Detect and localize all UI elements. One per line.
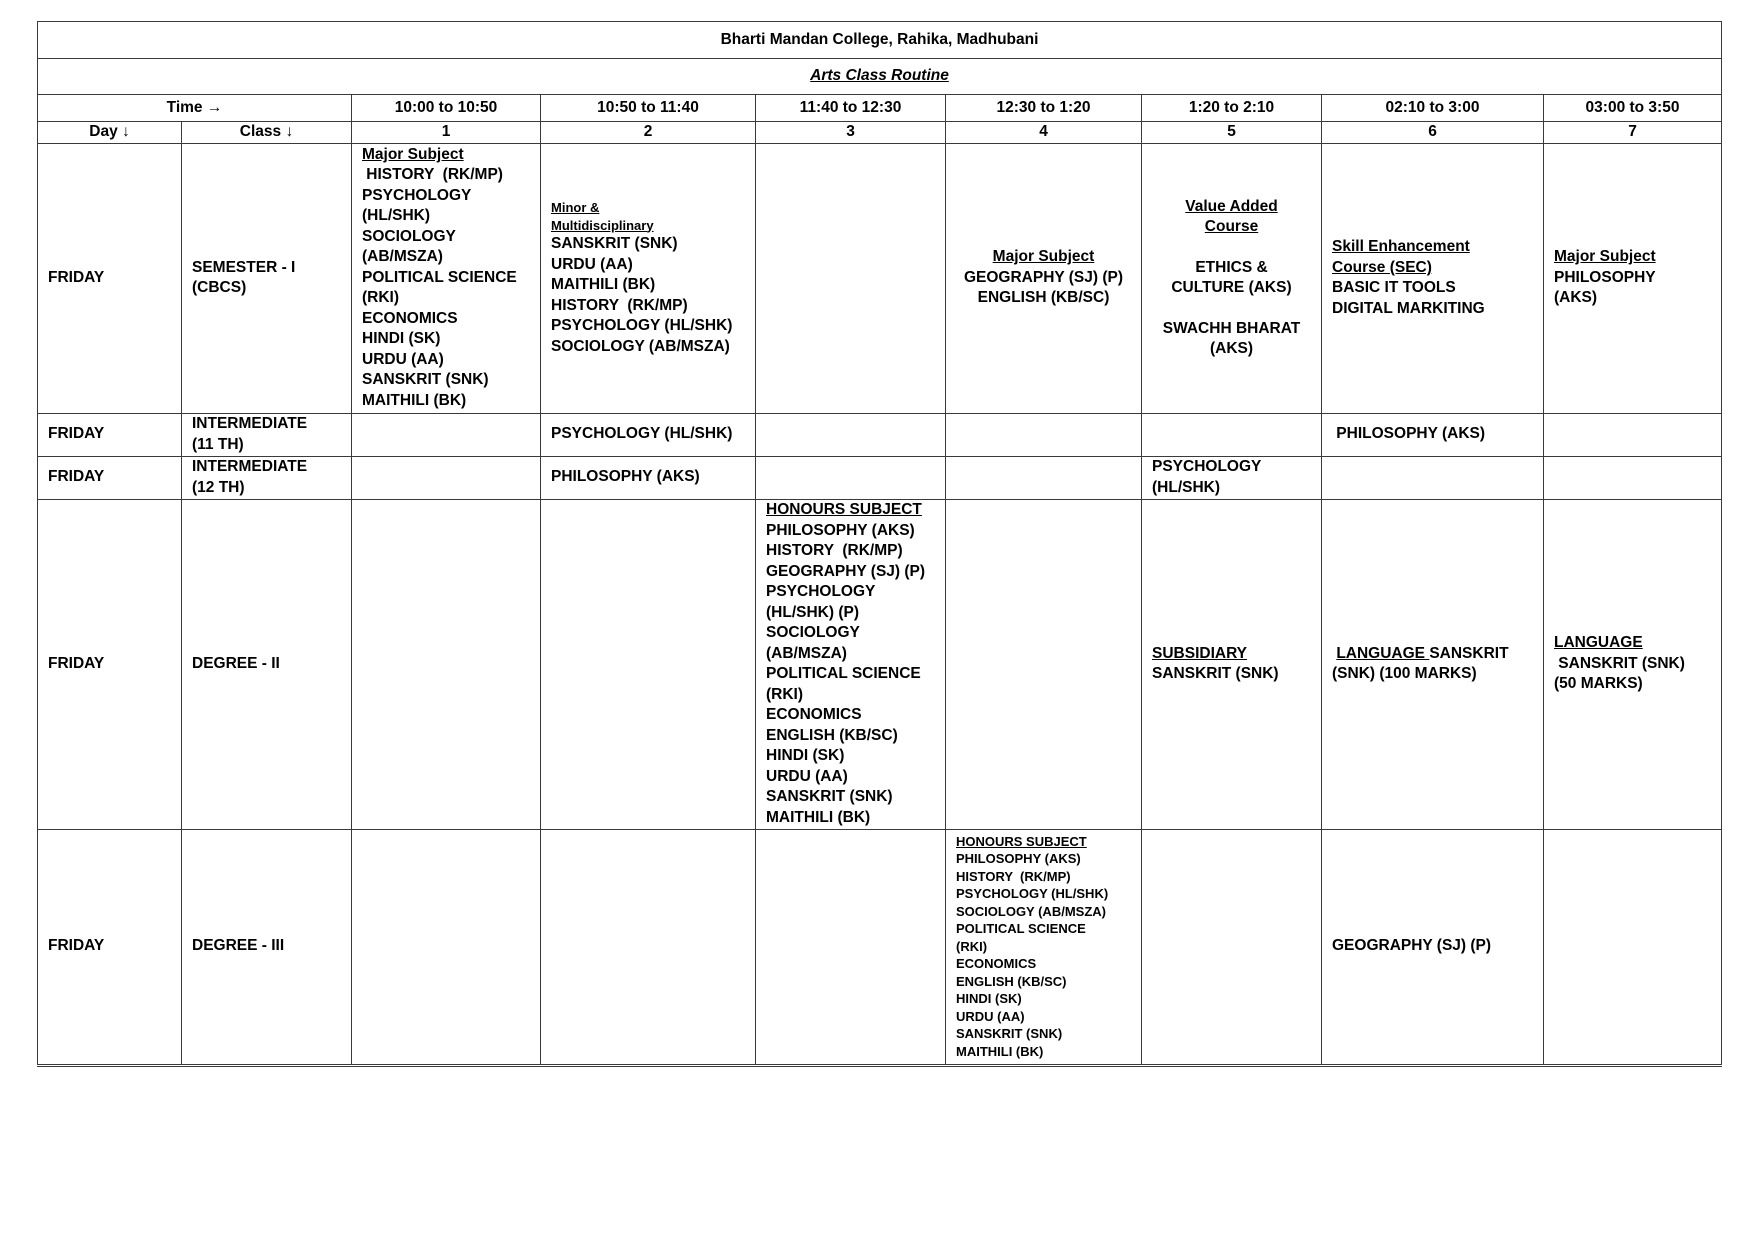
slot-cell-5 [1142,413,1322,456]
cell-heading: Major Subject [362,145,464,163]
slot-time-6: 02:10 to 3:00 [1322,95,1544,122]
slot-cell-4 [946,413,1142,456]
slot-num-2: 2 [541,122,756,144]
class-cell: DEGREE - III [182,829,352,1065]
cell-heading: Major Subject [1554,248,1656,266]
slot-cell-6: PHILOSOPHY (AKS) [1322,413,1544,456]
slot-time-1: 10:00 to 10:50 [352,95,541,122]
slot-cell-7: Major Subject PHILOSOPHY (AKS) [1544,143,1722,413]
class-label: Class ↓ [182,122,352,144]
routine-table [37,21,1722,1067]
cell-heading: Major Subject [992,248,1095,266]
day-cell: FRIDAY [38,499,182,829]
cell-heading: Skill Enhancement [1332,238,1470,255]
slot-cell-7: LANGUAGE SANSKRIT (SNK) (50 MARKS) [1544,499,1722,829]
slot-cell-7 [1544,829,1722,1065]
routine-title: Arts Class Routine [38,59,1722,95]
slot-cell-5 [1142,829,1322,1065]
cell-heading: LANGUAGE [1336,644,1430,662]
slot-cell-5: Value Added Course ETHICS & CULTURE (AKS) SWACHH BHARAT (AKS) [1142,143,1322,413]
slot-cell-4 [946,499,1142,829]
cell-heading: SUBSIDIARY [1152,644,1248,662]
slot-num-7: 7 [1544,122,1722,144]
slot-cell-6: GEOGRAPHY (SJ) (P) [1322,829,1544,1065]
slot-num-6: 6 [1322,122,1544,144]
day-cell: FRIDAY [38,829,182,1065]
slot-cell-7 [1544,413,1722,456]
slot-cell-3 [756,829,946,1065]
day-cell: FRIDAY [38,456,182,499]
slot-cell-5: PSYCHOLOGY (HL/SHK) [1142,456,1322,499]
cell-heading: Value Added [1185,197,1278,215]
day-cell: FRIDAY [38,143,182,413]
slot-cell-2 [541,499,756,829]
table-row [38,499,1722,829]
cell-heading: HONOURS SUBJECT [956,833,1087,849]
cell-heading: LANGUAGE [1554,634,1643,652]
class-cell: INTERMEDIATE (11 TH) [182,413,352,456]
slot-time-5: 1:20 to 2:10 [1142,95,1322,122]
college-name: Bharti Mandan College, Rahika, Madhubani [38,22,1722,59]
slot-cell-3 [756,143,946,413]
slot-cell-3 [756,413,946,456]
slot-cell-2 [541,829,756,1065]
slot-num-1: 1 [352,122,541,144]
slot-cell-1 [352,413,541,456]
slot-cell-5: SUBSIDIARY SANSKRIT (SNK) [1142,499,1322,829]
slot-cell-1: Major Subject HISTORY (RK/MP) PSYCHOLOGY (HL/SHK) SOCIOLOGY (AB/MSZA) POLITICAL SCIENCE (RKI) ECONOMICS HINDI (SK) URDU (AA) SANSKRIT (SNK) MAITHILI (BK) [352,143,541,413]
slot-cell-2: PHILOSOPHY (AKS) [541,456,756,499]
cell-heading: HONOURS SUBJECT [766,501,922,518]
slot-num-5: 5 [1142,122,1322,144]
slot-cell-6 [1322,456,1544,499]
slot-cell-1 [352,499,541,829]
slot-cell-3: HONOURS SUBJECT PHILOSOPHY (AKS) HISTORY (RK/MP) GEOGRAPHY (SJ) (P) PSYCHOLOGY (HL/SHK) (P) SOCIOLOGY (AB/MSZA) POLITICAL SCIENCE (RKI) ECONOMICS ENGLISH (KB/SC) HINDI (SK) URDU (AA) SANSKRIT (SNK) MAITHILI (BK) [756,499,946,829]
slot-num-3: 3 [756,122,946,144]
cell-heading: Minor & [551,200,600,215]
slot-num-4: 4 [946,122,1142,144]
slot-cell-4: HONOURS SUBJECT PHILOSOPHY (AKS) HISTORY (RK/MP) PSYCHOLOGY (HL/SHK) SOCIOLOGY (AB/MSZA) POLITICAL SCIENCE (RKI) ECONOMICS ENGLISH (KB/SC) HINDI (SK) URDU (AA) SANSKRIT (SNK) MAITHILI (BK) [946,829,1142,1065]
slot-cell-2: Minor & Multidisciplinary SANSKRIT (SNK) URDU (AA) MAITHILI (BK) HISTORY (RK/MP) PSYCHOLOGY (HL/SHK) SOCIOLOGY (AB/MSZA) [541,143,756,413]
slot-cell-4: Major Subject GEOGRAPHY (SJ) (P) ENGLISH (KB/SC) [946,143,1142,413]
slot-time-2: 10:50 to 11:40 [541,95,756,122]
slot-time-7: 03:00 to 3:50 [1544,95,1722,122]
slot-cell-3 [756,456,946,499]
table-row [38,829,1722,1065]
class-cell: SEMESTER - I (CBCS) [182,143,352,413]
slot-cell-4 [946,456,1142,499]
slot-cell-1 [352,829,541,1065]
slot-cell-2: PSYCHOLOGY (HL/SHK) [541,413,756,456]
table-row [38,456,1722,499]
day-label: Day ↓ [38,122,182,144]
slot-time-4: 12:30 to 1:20 [946,95,1142,122]
table-row [38,413,1722,456]
slot-cell-6: LANGUAGE SANSKRIT (SNK) (100 MARKS) [1322,499,1544,829]
class-cell: DEGREE - II [182,499,352,829]
day-cell: FRIDAY [38,413,182,456]
slot-cell-6: Skill Enhancement Course (SEC) BASIC IT TOOLS DIGITAL MARKITING [1322,143,1544,413]
slot-cell-1 [352,456,541,499]
slot-time-3: 11:40 to 12:30 [756,95,946,122]
table-row [38,143,1722,413]
time-label: Time → [38,95,352,122]
class-cell: INTERMEDIATE (12 TH) [182,456,352,499]
slot-cell-7 [1544,456,1722,499]
